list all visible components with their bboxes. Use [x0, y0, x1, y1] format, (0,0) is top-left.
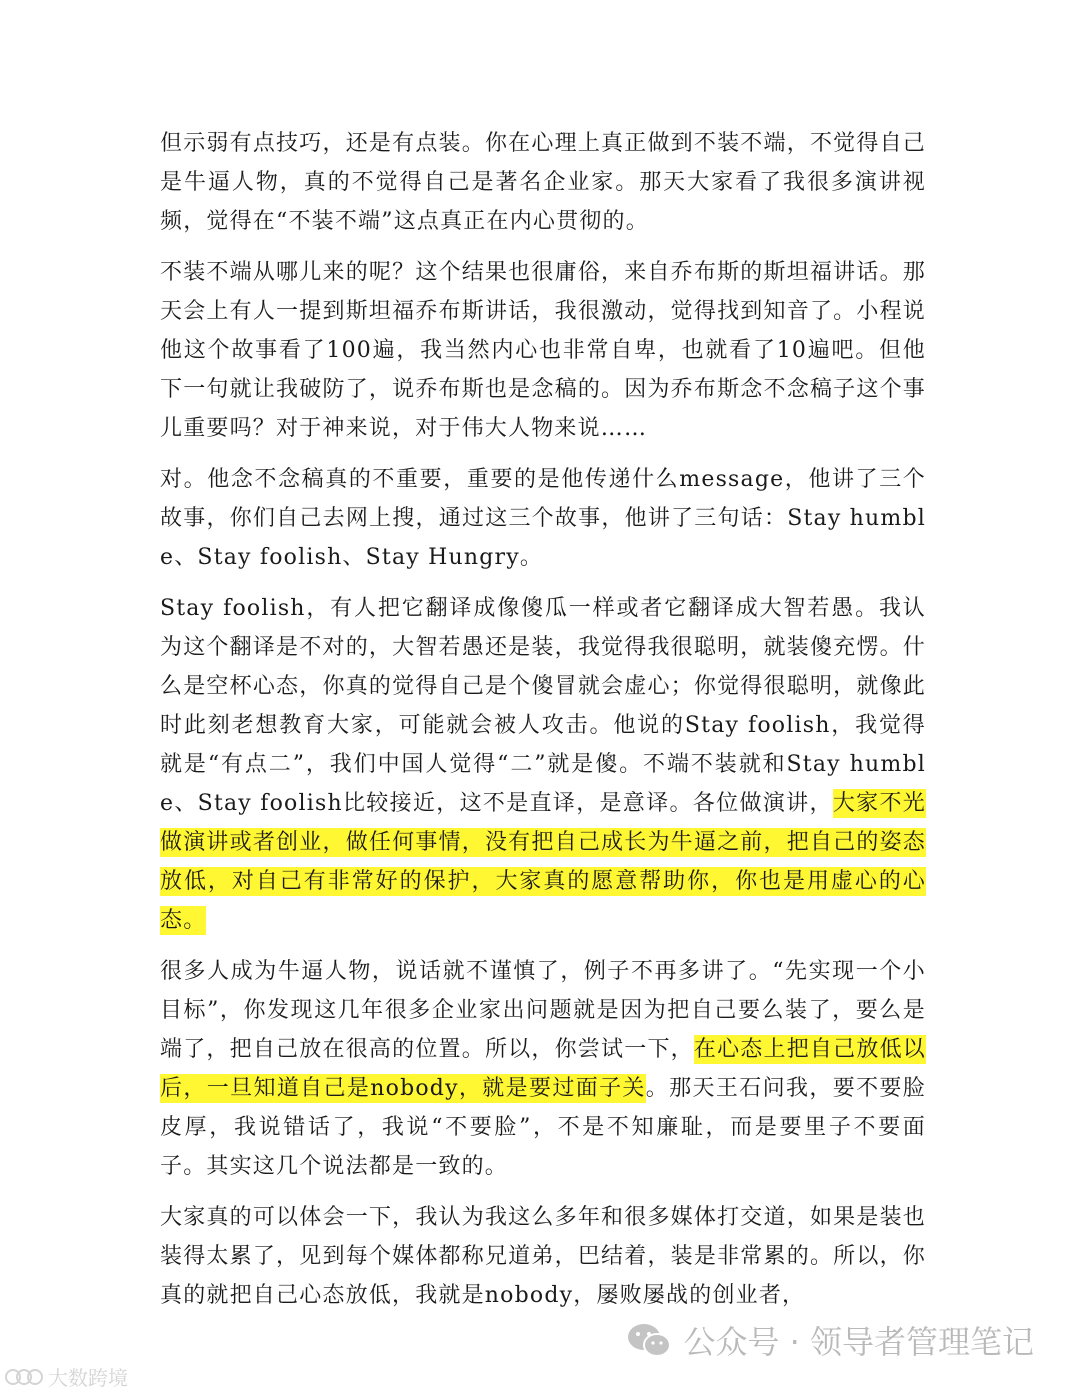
paragraph	[160, 589, 926, 940]
paragraph	[160, 124, 926, 241]
paragraph	[160, 253, 926, 448]
paragraph-text: 对。他念不念稿真的不重要，重要的是他传递什么message，他讲了三个故事，你们自己去网上搜，通过这三个故事，他讲了三句话：Stay humble、Stay foolish、Stay Hungry。	[160, 467, 926, 570]
watermark-text: 大数跨境	[48, 1366, 128, 1390]
document-body	[160, 124, 926, 1327]
account-name: 公众号 · 领导者管理笔记	[683, 1323, 1034, 1361]
watermark	[4, 1362, 128, 1391]
highlighted-text: 大家不光做演讲或者创业，做任何事情，没有把自己成长为牛逼之前，把自己的姿态放低，对自己有非常好的保护，大家真的愿意帮助你，你也是用虚心的心态。	[160, 791, 926, 933]
paragraph-text: 但示弱有点技巧，还是有点装。你在心理上真正做到不装不端，不觉得自己是牛逼人物，真的不觉得自己是著名企业家。那天大家看了我很多演讲视频，觉得在“不装不端”这点真正在内心贯彻的。	[160, 131, 926, 234]
account-footer	[625, 1318, 1034, 1362]
paragraph	[160, 1198, 926, 1315]
paragraph-text: 很多人成为牛逼人物，说话就不谨慎了，例子不再多讲了。“先实现一个小目标”，你发现这几年很多企业家出问题就是因为把自己要么装了，要么是端了，把自己放在很高的位置。所以，你尝试一下，	[160, 959, 926, 1062]
paragraph-text: 。那天王石问我，要不要脸皮厚，我说错话了，我说“不要脸”，不是不知廉耻，而是要里子不要面子。其实这几个说法都是一致的。	[160, 1076, 926, 1179]
paragraph	[160, 460, 926, 577]
paragraph	[160, 952, 926, 1186]
watermark-logo-icon	[4, 1364, 44, 1390]
paragraph-text: 大家真的可以体会一下，我认为我这么多年和很多媒体打交道，如果是装也装得太累了，见到每个媒体都称兄道弟，巴结着，装是非常累的。所以，你真的就把自己心态放低，我就是nobody，屡败屡战的创业者，	[160, 1205, 926, 1308]
wechat-icon	[625, 1320, 673, 1360]
paragraph-text: Stay foolish，有人把它翻译成像傻瓜一样或者它翻译成大智若愚。我认为这个翻译是不对的，大智若愚还是装，我觉得我很聪明，就装傻充愣。什么是空杯心态，你真的觉得自己是个傻冒就会虚心；你觉得很聪明，就像此时此刻老想教育大家，可能就会被人攻击。他说的Stay foolish，我觉得就是“有点二”，我们中国人觉得“二”就是傻。不端不装就和Stay humble、Stay foolish比较接近，这不是直译，是意译。各位做演讲，	[160, 596, 926, 816]
highlighted-text: 在心态上把自己放低以后，一旦知道自己是nobody，就是要过面子关	[160, 1037, 926, 1101]
paragraph-text: 不装不端从哪儿来的呢？这个结果也很庸俗，来自乔布斯的斯坦福讲话。那天会上有人一提到斯坦福乔布斯讲话，我很激动，觉得找到知音了。小程说他这个故事看了100遍，我当然内心也非常自卑，也就看了10遍吧。但他下一句就让我破防了，说乔布斯也是念稿的。因为乔布斯念不念稿子这个事儿重要吗？对于神来说，对于伟大人物来说……	[160, 260, 926, 441]
